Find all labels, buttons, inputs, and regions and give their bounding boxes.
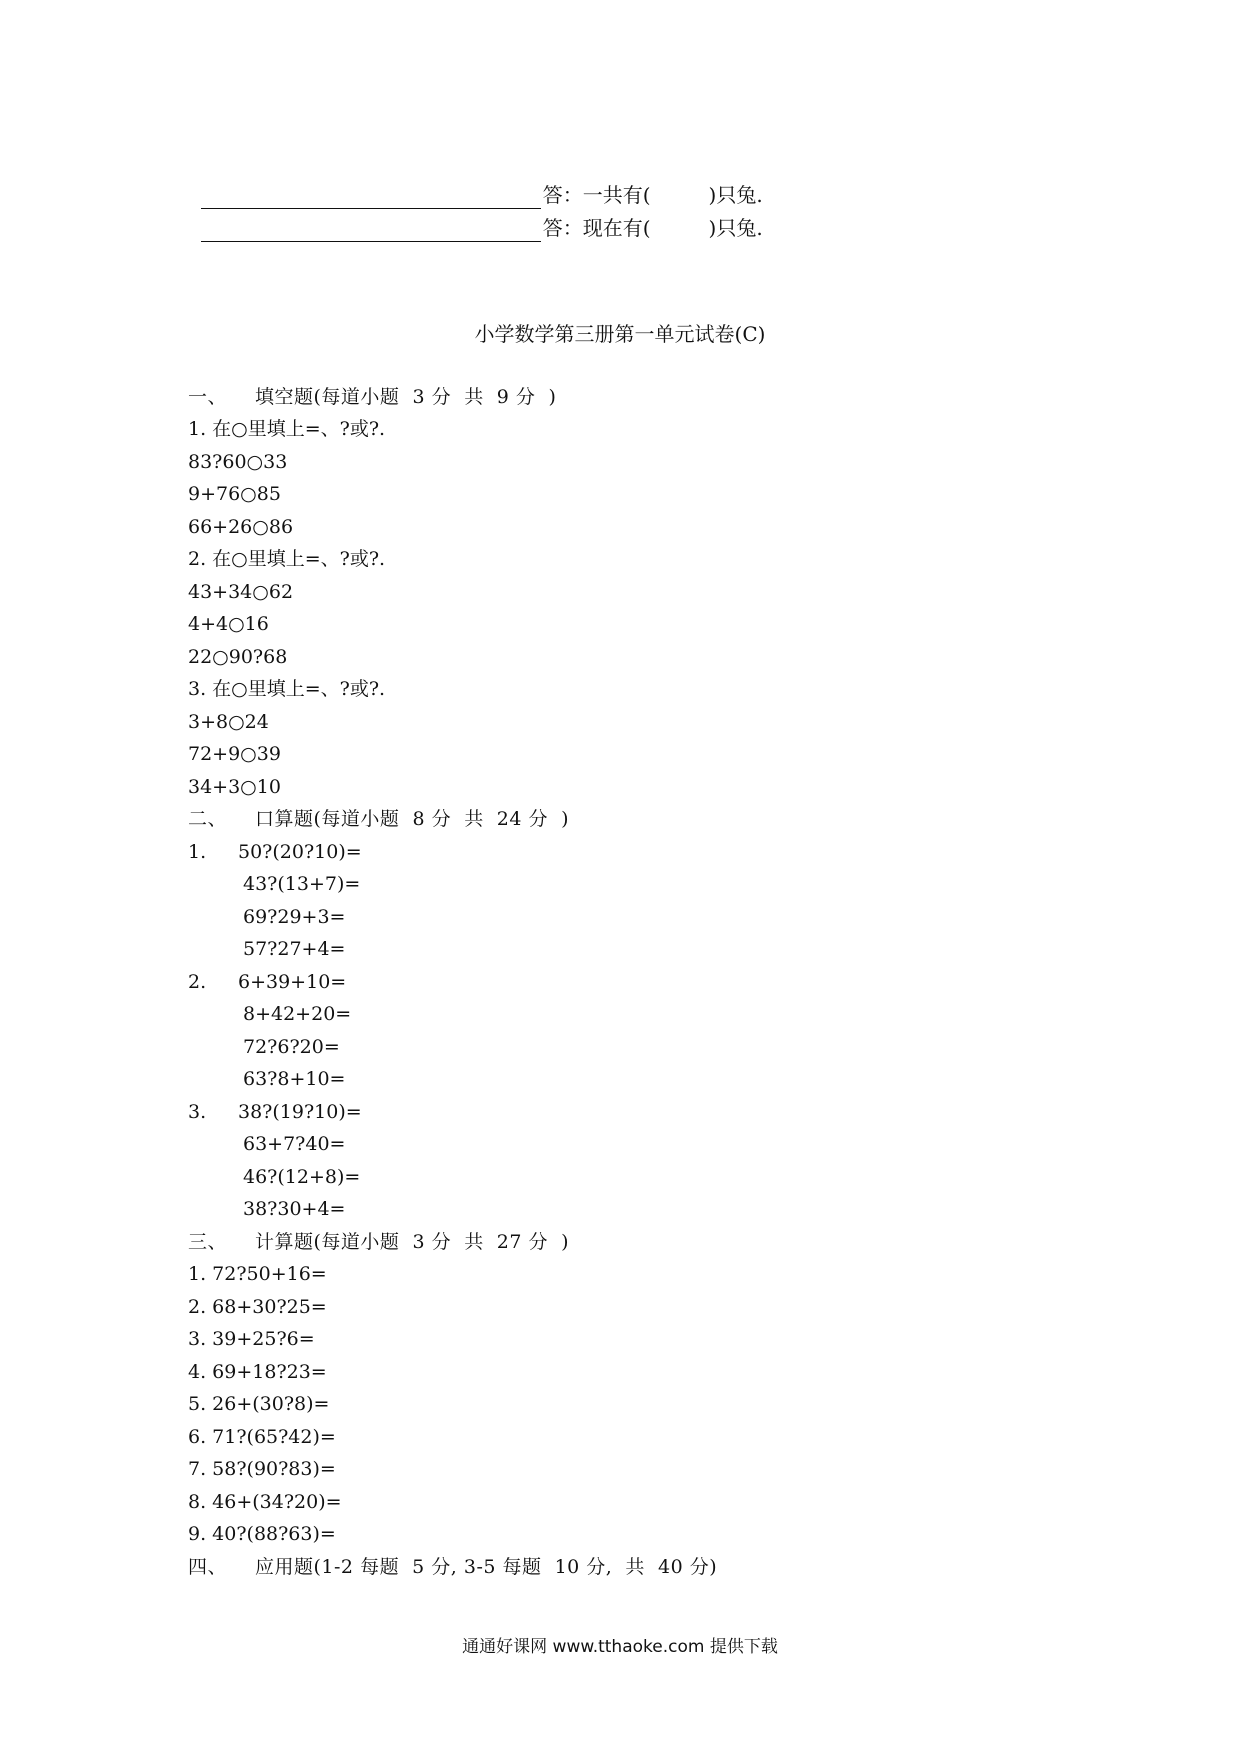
answer-blank[interactable] xyxy=(201,221,541,242)
oral-expression: 63?8+10= xyxy=(243,1068,346,1090)
oral-expression: 69?29+3= xyxy=(243,906,346,928)
section-title: 应用题(1-2 每题 5 分, 3-5 每题 10 分, 共 40 分) xyxy=(255,1556,718,1578)
oral-expression: 8+42+20= xyxy=(243,1003,352,1025)
answer-prefix: 答：现在有( xyxy=(542,216,651,240)
calc-item: 9. 40?(88?63)= xyxy=(188,1523,336,1545)
oral-expression: 38?30+4= xyxy=(243,1198,346,1220)
calc-item: 6. 71?(65?42)= xyxy=(188,1426,336,1448)
section-label: 一、 xyxy=(188,386,228,408)
section-label: 二、 xyxy=(188,808,228,830)
section-heading xyxy=(188,1554,717,1580)
oral-expression: 57?27+4= xyxy=(243,938,346,960)
section-title: 计算题(每道小题 3 分 共 27 分 ) xyxy=(255,1231,570,1253)
oral-item xyxy=(188,969,346,995)
section-label: 四、 xyxy=(188,1556,228,1578)
oral-item xyxy=(188,1099,362,1125)
question-item: 22○90?68 xyxy=(188,646,288,668)
question-head: 3. 在○里填上=、?或?. xyxy=(188,678,386,700)
question-item: 66+26○86 xyxy=(188,516,294,538)
calc-item: 2. 68+30?25= xyxy=(188,1296,327,1318)
question-head: 1. 在○里填上=、?或?. xyxy=(188,418,386,440)
calc-item: 4. 69+18?23= xyxy=(188,1361,327,1383)
calc-item: 5. 26+(30?8)= xyxy=(188,1393,330,1415)
oral-expression: 50?(20?10)= xyxy=(238,841,362,863)
calc-item: 1. 72?50+16= xyxy=(188,1263,327,1285)
section-heading xyxy=(188,806,569,832)
oral-expression: 46?(12+8)= xyxy=(243,1166,361,1188)
answer-suffix: )只兔. xyxy=(708,216,763,240)
question-item: 72+9○39 xyxy=(188,743,281,765)
question-item: 34+3○10 xyxy=(188,776,281,798)
question-head: 2. 在○里填上=、?或?. xyxy=(188,548,386,570)
calc-item: 8. 46+(34?20)= xyxy=(188,1491,342,1513)
oral-expression: 63+7?40= xyxy=(243,1133,346,1155)
section-heading xyxy=(188,1229,569,1255)
oral-expression: 72?6?20= xyxy=(243,1036,340,1058)
calc-item: 3. 39+25?6= xyxy=(188,1328,315,1350)
answer-line-2 xyxy=(188,186,763,240)
calc-item: 7. 58?(90?83)= xyxy=(188,1458,336,1480)
question-item: 4+4○16 xyxy=(188,613,269,635)
question-item: 3+8○24 xyxy=(188,711,269,733)
oral-group-number: 1. xyxy=(188,841,207,863)
oral-item xyxy=(188,839,362,865)
section-heading xyxy=(188,384,556,410)
oral-expression: 38?(19?10)= xyxy=(238,1101,362,1123)
question-item: 9+76○85 xyxy=(188,483,281,505)
oral-expression: 6+39+10= xyxy=(238,971,347,993)
oral-group-number: 3. xyxy=(188,1101,207,1123)
page-title: 小学数学第三册第一单元试卷(C) xyxy=(474,322,766,346)
question-item: 83?60○33 xyxy=(188,451,288,473)
question-item: 43+34○62 xyxy=(188,581,294,603)
answer-suffix: )只兔. xyxy=(708,183,763,207)
section-title: 口算题(每道小题 8 分 共 24 分 ) xyxy=(255,808,570,830)
answer-line-1 xyxy=(188,153,763,207)
section-title: 填空题(每道小题 3 分 共 9 分 ) xyxy=(255,386,557,408)
footer-credit: 通通好课网 www.tthaoke.com 提供下载 xyxy=(462,1637,778,1657)
answer-prefix: 答：一共有( xyxy=(542,183,651,207)
oral-expression: 43?(13+7)= xyxy=(243,873,361,895)
oral-group-number: 2. xyxy=(188,971,207,993)
section-label: 三、 xyxy=(188,1231,228,1253)
